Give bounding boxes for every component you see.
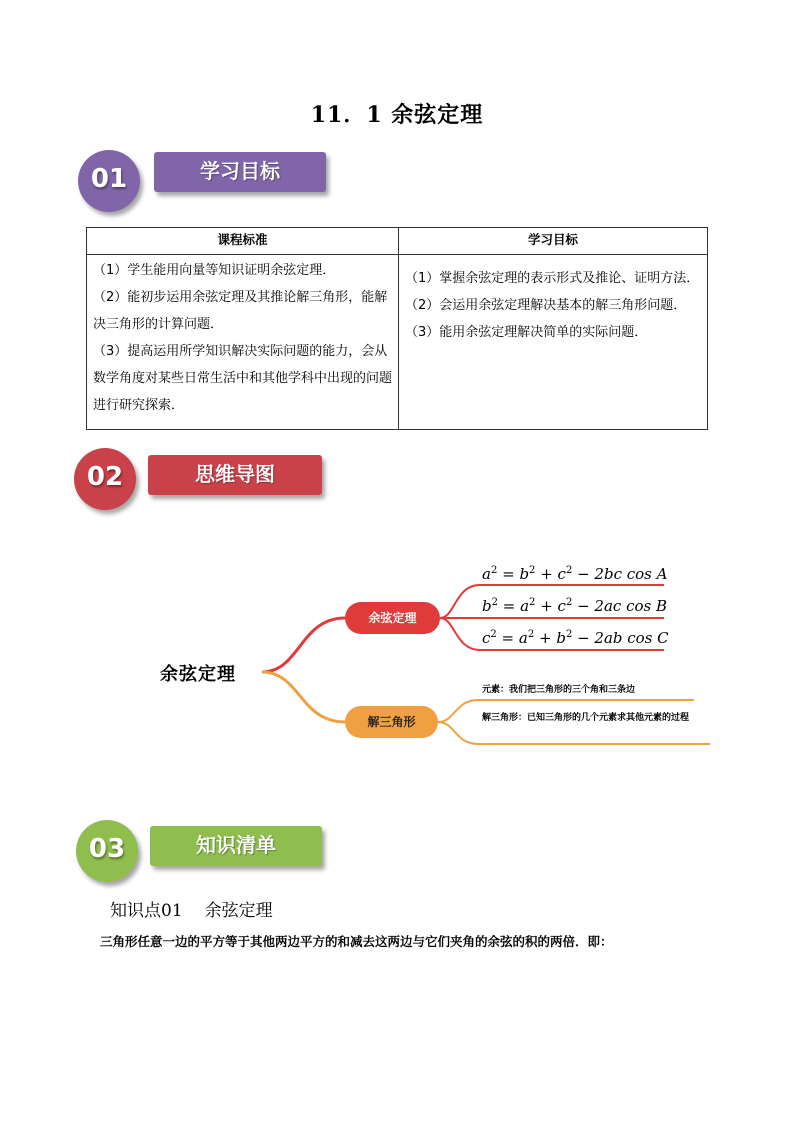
section-number: 03 bbox=[88, 834, 126, 864]
mindmap-branch-law: 余弦定理 bbox=[345, 602, 440, 634]
section-bar bbox=[148, 455, 322, 495]
section-title: 思维导图 bbox=[195, 462, 275, 486]
goal-item: （1）掌握余弦定理的表示形式及推论、证明方法． bbox=[405, 271, 700, 286]
section-header-01 bbox=[78, 150, 330, 214]
knowledge-point-title: 余弦定理 bbox=[204, 901, 273, 921]
goals-table bbox=[86, 227, 708, 430]
formula-c: $c^2 = a^2 + b^2 - 2ab$ cos C bbox=[482, 629, 669, 647]
formula-a: $a^2 = b^2 + c^2 - 2bc$ cos A bbox=[482, 565, 668, 583]
goal-item: （3）能用余弦定理解决简单的实际问题． bbox=[405, 325, 648, 340]
goals-cell bbox=[399, 255, 708, 430]
standard-item: （1）学生能用向量等知识证明余弦定理． bbox=[93, 263, 336, 278]
standard-item: （3）提高运用所学知识解决实际问题的能力，会从数学角度对某些日常生活中和其他学科中出现的问题进行研究探索． bbox=[93, 344, 393, 413]
page-title: 11．1 余弦定理 bbox=[310, 102, 484, 128]
mindmap-root: 余弦定理 bbox=[160, 664, 236, 685]
standard-cell bbox=[87, 255, 399, 430]
mindmap-note-elements: 元素：我们把三角形的三个角和三条边 bbox=[482, 685, 636, 695]
knowledge-point-heading bbox=[110, 896, 295, 921]
section-title: 知识清单 bbox=[196, 833, 276, 857]
knowledge-point-label: 知识点01 bbox=[110, 901, 183, 921]
goal-item: （2）会运用余弦定理解决基本的解三角形问题． bbox=[405, 298, 687, 313]
table-header-standard: 课程标准 bbox=[87, 228, 399, 255]
section-bar bbox=[154, 152, 326, 192]
section-number: 02 bbox=[86, 462, 124, 492]
standard-item: （2）能初步运用余弦定理及其推论解三角形，能解决三角形的计算问题． bbox=[93, 290, 388, 332]
section-title: 学习目标 bbox=[200, 159, 280, 183]
section-bar bbox=[150, 826, 322, 866]
formula-b: $b^2 = a^2 + c^2 - 2ac$ cos B bbox=[482, 597, 667, 615]
mindmap-lines bbox=[0, 540, 794, 780]
section-number: 01 bbox=[90, 164, 128, 194]
section-header-03 bbox=[76, 820, 328, 884]
table-header-goals: 学习目标 bbox=[399, 228, 708, 255]
mindmap-note-solve: 解三角形：已知三角形的几个元素求其他元素的过程 bbox=[482, 713, 690, 723]
mindmap-branch-solve: 解三角形 bbox=[345, 706, 438, 738]
knowledge-text: 三角形任意一边的平方等于其他两边平方的和减去这两边与它们夹角的余弦的积的两倍．即： bbox=[100, 934, 613, 949]
section-header-02 bbox=[74, 448, 326, 512]
